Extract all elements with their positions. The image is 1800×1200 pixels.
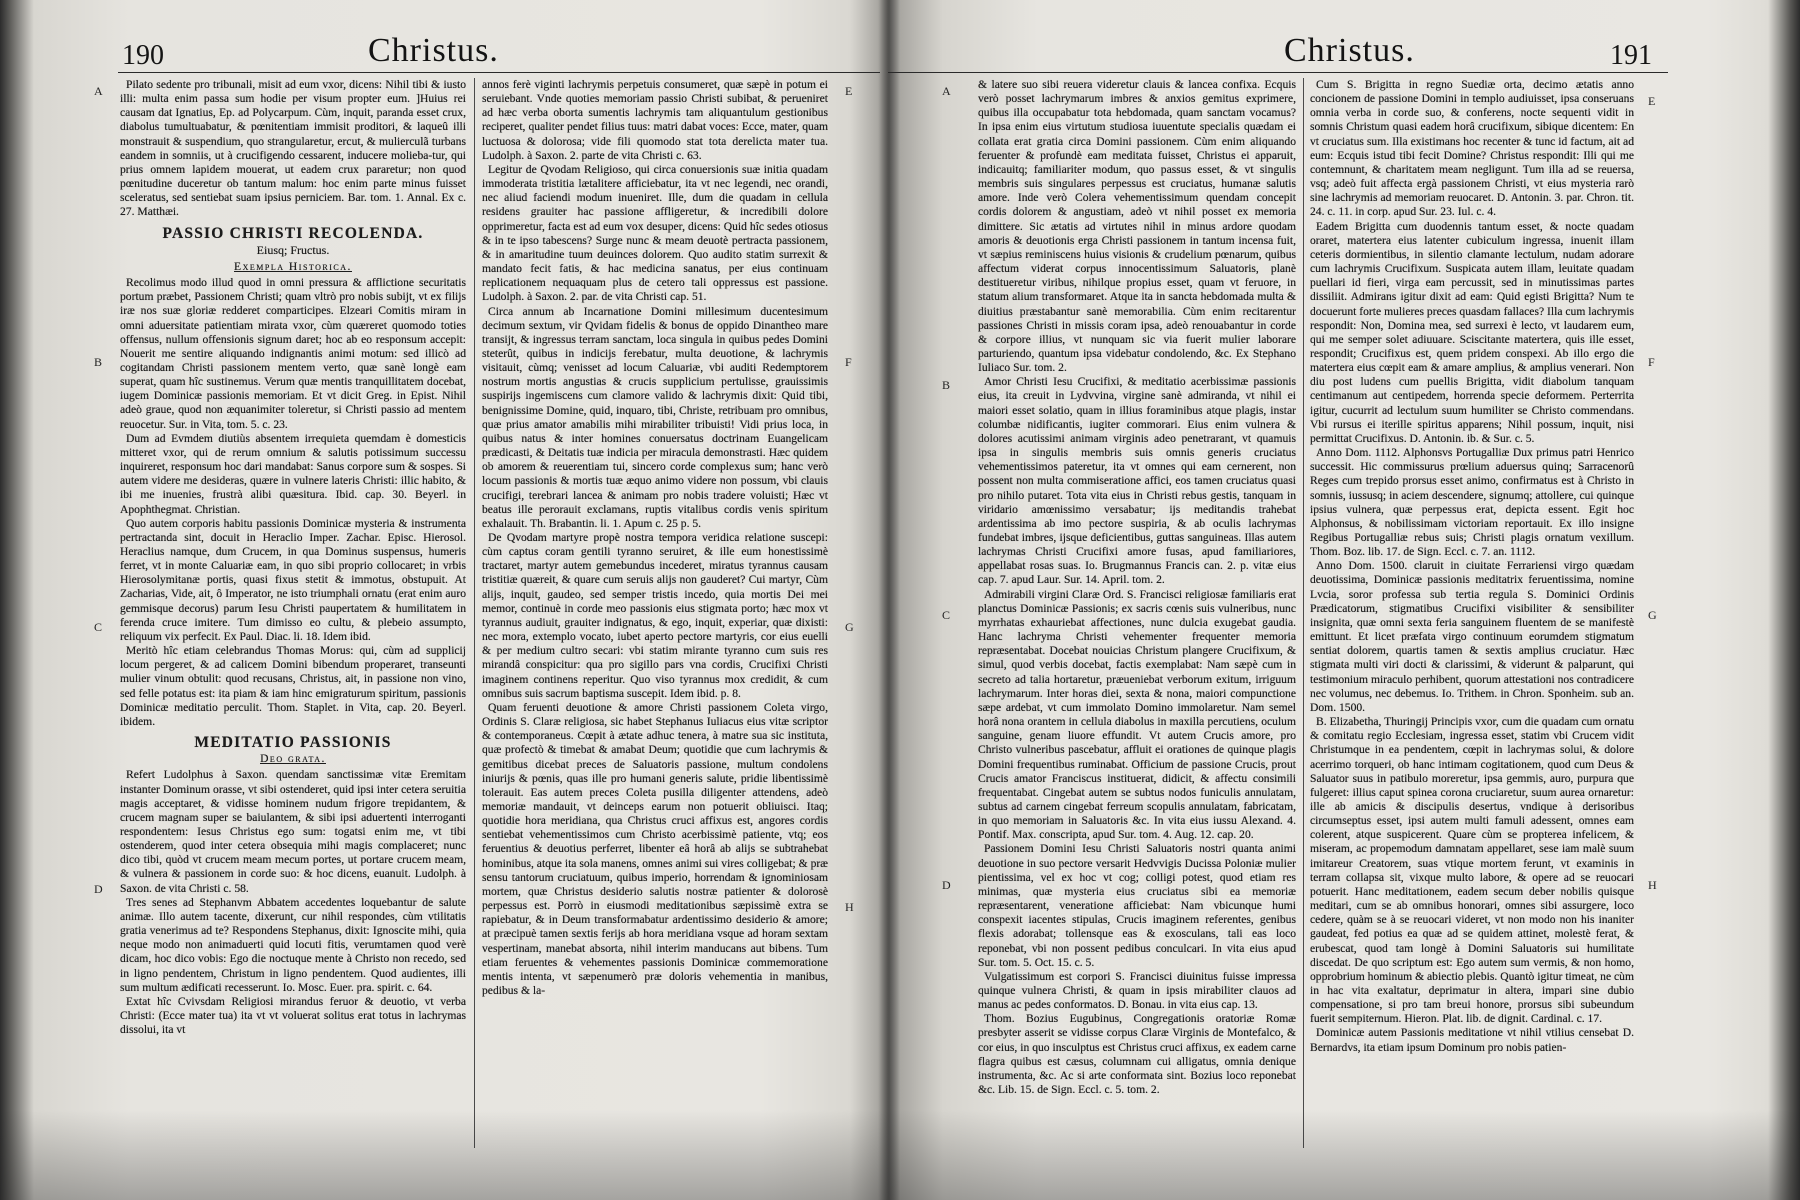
running-head: Christus. — [368, 32, 499, 69]
margin-letter: F — [1648, 355, 1655, 369]
section-heading: PASSIO CHRISTI RECOLENDA. — [162, 224, 424, 242]
paragraph: Vulgatissimum est corpori S. Francisci diuinitus fuisse impressa quinque vulnera Christi, & quam in ipsis mirabiliter clauos ad manus ac pedes conformatos. D. Bonau. in vita eius cap. 13. — [978, 969, 1296, 1012]
running-head: Christus. — [1284, 32, 1415, 69]
paragraph: Anno Dom. 1112. Alphonsvs Portugalliæ Dux primus patri Henrico successit. Hic commissurus prœlium aduersus quinq; Sarracenorû Reges cum trepido prorsus esset animo, confirmatus est à Christo in somnis, iussusq; in aciem descendere, signumq; attollere, cui quinque ipsius vulnera, quæ perpessus erat, depicta essent. Egit hoc Alphonsus, & nobilissimam victoriam reportauit. Ex illo insigne Regibus Portugalliæ rebus suis; Christi plagis ornatum vexillum. Thom. Boz. lib. 17. de Sign. Eccl. c. 7. an. 1112. — [1310, 446, 1634, 559]
paragraph: & latere suo sibi reuera videretur clauis & lancea confixa. Ecquis verò posset lachrymarum imbres & anxios gemitus exprimere, quibus illa occupabatur tota hebdomada, quam sanctam vocamus? In ipsa enim eius virtutum studiosa iuuentute specialis quædam ei collata erat gratia circa Domini passionem. Cùm enim aliquando feruenter & profundè eam meditata fuisset, Christus ei apparuit, indicauitq; familiariter modum, quo passus esset, & vt singulis membris suis singulares perpessus est cruciatus, humanæ salutis amore. Inde verò Colera vehementissimum quendam concepit cordis dolorem & angustiam, adeò vt nihil posset ex memoria dimittere. Sic ætatis ad virtutes nihil in minus ardore quodam amoris & deuotionis erga Christi passionem in tantum incensa fuit, vt sæpius reminiscens huius visionis & crudelium pœnarum, quibus affectum viderat corpus innocentissimum Saluatoris, planè destitueretur viribus, nihilque propius esset, quam vt feruore, in statum alium transformaret. Atque ita in sancta hebdomada multa & diuitius præstabantur sanè memorabilia. Cùm enim recitarentur passiones Christi in missis coram ipsa, adeò renouabantur in corde & corpore illius, vt nunquam sic via fuerit mulier laborare parturiendo, quantum ipsa videbatur condolendo, &c. Ex Stephano Iuliaco Sur. tom. 2. — [978, 78, 1296, 375]
margin-letter: C — [942, 608, 951, 622]
margin-letter: F — [845, 355, 852, 369]
right-column-2 — [1310, 78, 1634, 1138]
paragraph: Refert Ludolphus à Saxon. quendam sanctissimæ vitæ Eremitam instanter Dominum orasse, vt sibi ostenderet, quid ipsi inter cetera seruitia magis acceptaret, & vidisse hominem nudum frigore trepidantem, & crucem magnam super se baiulantem, & sibi ipsi aduertenti interroganti respondentem: Iesus Christus ego sum: togatsi enim me, vt tibi ostenderem, quod inter cetera obsequia mihi magis complaceret; nunc dico tibi, quòd vt crucem meam mecum portes, ut portare crucem meam, & vulnera & passionem in corde suo: & hoc dicens, euanuit. Ludolph. à Saxon. de vita Christi c. 58. — [120, 768, 466, 895]
paragraph: Thom. Bozius Eugubinus, Congregationis oratoriæ Romæ presbyter asserit se vidisse corpus Claræ Virginis de Montefalco, & cor eius, in quo insculptus est Christus cruci affixus, ex eadem carne flagra quibus est cæsus, columnam cui alligatus, omnia denique instrumenta, &c. Ac si arte conformata sint. Bozius loco reponebat &c. Lib. 15. de Sign. Eccl. c. 5. tom. 2. — [978, 1012, 1296, 1097]
column-rule — [1303, 78, 1304, 1148]
paragraph: Dominicæ autem Passionis meditatione vt nihil vtilius censebat D. Bernardvs, ita etiam ipsum Dominum pro nobis patien- — [1310, 1026, 1634, 1054]
right-column-1 — [978, 78, 1296, 1138]
margin-letter: E — [1648, 94, 1656, 108]
left-column-1 — [120, 78, 466, 1138]
section-subtitle: Eiusq; Fructus. — [256, 242, 330, 257]
header-rule — [118, 72, 880, 73]
margin-letter: H — [1648, 878, 1657, 892]
paragraph: annos ferè viginti lachrymis perpetuis consumeret, quæ sæpè in potum ei seruiebant. Vnde quoties memoriam passio Christi subibat, & perueniret ad hæc verba oborta sumentis lachrymis tam aliquantulum gestionibus reciperet, qualiter pendet filius tuus: matri dabat voces: Ecce, mater, quam luctuosa & dolorosa; vide fili quomodo stat tota dereliсta mater tua. Ludolph. à Saxon. 2. parte de vita Christi c. 63. — [482, 78, 828, 162]
page-number: 191 — [1610, 40, 1652, 71]
margin-letter: A — [942, 84, 951, 98]
paragraph: Tres senes ad Stephanvm Abbatem accedentes loquebantur de salute animæ. Illo autem tacente, dixerunt, cur nihil respondes, cùm vtilitatis gratia venerimus ad te? Respondens Stephanus, dixit: Ignoscite mihi, quia neque modo non animaduerti quid locuti fitis, verumtamen quod verè dicam, hoc dico vobis: Ego die noctuque mente à Christo non recedo, sed in ligno pendentem, Christum in ligno pendentem. Quod audientes, illi sum multum ædificati recesserunt. Io. Mosc. Euer. pra. spirit. c. 64. — [120, 895, 466, 994]
column-rule — [474, 78, 475, 1148]
paragraph: Dum ad Evmdem diutiùs absentem irrequieta quemdam è domesticis mitteret vxor, qui de rerum omnium & salutis potissimum successu inquireret, responsum hoc dari mandabat: Sanus corpore sum & sospes. Si autem videre me desideras, quære in vulnere lateris Christi: illic habito, & ibi me inuenies, frustrà alibi quæsitura. Ibid. cap. 30. Beyerl. in Apophthegmat. Christian. — [120, 431, 466, 516]
paragraph: De Qvodam martyre propè nostra tempora veridica relatione suscepi: cùm captus coram gentili tyranno seruiret, & ille eum honestissimè tractaret, martyr autem gemebundus incederet, miratus tyrannus causam tristitiæ quæreit, & quare cum seruis alijs non gauderet? Cui martyr, Cùm alijs, inquit, gaudeo, sed semper tristis incedo, quia mortis Dei mei memor, continuè in corde meo passionis eius stigmata porto; hæc mox vt tyrannus audiuit, grauiter indignatus, & ego, inquit, experiar, quæ dixisti: nec mora, extemplo vocato, iubet aperto pectore martyris, cor eius euelli & per medium cultro secari: vbi statim mirante tyranno cum suis res mirandâ conspicitur: qua pro sigillo pars vna cordis, Crucifixi Christi imaginem continens reperitur. Quo viso tyrannus mox credidit, & cum omnibus suis sacrum baptisma suscepit. Idem ibid. p. 8. — [482, 531, 828, 700]
margin-letter: G — [1648, 608, 1657, 622]
margin-letter: H — [845, 900, 854, 914]
margin-letter: C — [94, 620, 103, 634]
paragraph: Meritò hîc etiam celebrandus Thomas Morus: qui, cùm ad supplicij locum pergeret, & ad calicem Domini bibendum properaret, transeunti mulier vinum obtulit: quod recusans, Christus, ait, in passione non vino, sed felle potatus est: ita piam & iam hinc emigraturum spiritum, passionis Dominicæ meditatio perculit. Thom. Staplet. in Vita, cap. 20. Beyerl. ibidem. — [120, 644, 466, 728]
margin-letter: B — [94, 355, 103, 369]
paragraph: Recolimus modo illud quod in omni pressura & afflictione securitatis portum præbet, Passionem Christi; quam vltrò pro nobis subijt, vt ex filijs iræ nos suæ gloriæ redderet comparticipes. Elzeari Comitis miram in omni aduersitate patientiam mirata vxor, cùm quæreret quomodo toties offensus, nullum offensionis signum daret; hoc ab eo responsum accepit: Nouerit me sentire aliquando indignantis animi motum: sed illicò ad cogitandam Christi passionem mentem verto, quæ sanè longè eam superat, quam hîc sustinemus. Verum quæ mentis tranquillitatem docebat, iugem Dominicæ passionis memoriam. Et vt dicit Greg. in Epist. Nihil adeò graue, quod non æquanimiter toleretur, si Christi passio ad mentem reuocetur. Sur. in Vita, tom. 5. c. 23. — [120, 276, 466, 431]
paragraph: Legitur de Qvodam Religioso, qui circa conuersionis suæ initia quadam immoderata tristitia lætalitere afficiebatur, ita vt nec legendi, nec orandi, nec aliud faciendi modum inueniret. Ille, dum die quadam in cellula residens grauiter hac passione affligeretur, & incredibili dolore opprimeretur, facta est ad eum vox desuper, dicens: Quid hîc sedes otiosus & in te ipso tabescens? Surge nunc & meam deuotè pertracta passionem, & in amaritudine tuum deuinces dolorem. Quo audito statim surrexit & mandato fecit fatis, & hac medicina sanatus, per eius continuam replicationem nequaquam plus de cetero tali oppressus est passione. Ludolph. à Saxon. 2. par. de vita Christi cap. 51. — [482, 162, 828, 304]
margin-letter: B — [942, 378, 951, 392]
paragraph: Anno Dom. 1500. claruit in ciuitate Ferrariensi virgo quædam deuotissima, Dominicæ passionis meditatrix feruentissima, nomine Lvcia, soror professa sub tertia regula S. Dominici Ordinis Prædicatorum, stigmatibus Crucifixi visibiliter & sensibiliter insignita, quæ omni sexta feria sanguinem fluentem de se manifestè emittunt. Et licet præfata virgo continuum eorumdem stigmatum sentiat dolorem, quartis tamen & sextis amplius cruciatur. Hæc stigmata multi viri docti & clarissimi, & viderunt & palparunt, qui testimonium miraculo perhibent, quorum attestationi nos contradicere nec volumus, nec debemus. Io. Trithem. in Chron. Sponheim. sub an. Dom. 1500. — [1310, 559, 1634, 714]
section-subheading: Deo grata. — [260, 752, 326, 766]
left-page — [0, 0, 888, 1200]
paragraph: Eadem Brigitta cum duodennis tantum esset, & nocte quadam oraret, matertera eius latenter cubiculum ingressa, inuenit illam ceteris dormientibus, in silentio clamante lectulum, nudam adorare cum lachrymis Crucifixum. Suspicata autem illam, leuitate quadam puellari id fieri, virga eam percussit, sed in minutissimas partes dissiliit. Admirans igitur dixit ad eam: Quid egisti Brigitta? Num te docuerunt forte mulieres preces quasdam fallaces? Illa cum lachrymis respondit: Non, Domina mea, sed surrexi è lecto, vt laudarem eum, qui me semper solet adiuuare. Sciscitante matertera, quis ille esset, respondit; Crucifixus est, quem pridem conspexi. Ab illo ergo die matertera eius cœpit eam & amare amplius, & amplius venerari. Non diu post ludens cum puellis Brigitta, vidit diabolum tanquam centimanum aut centipedem, horrenda specie deformem. Perterrita igitur, cucurrit ad lectulum suum humiliter se Christo commendans. Vbi rursus ei iterille spiritus apparens; Nihil possum, inquit, nisi permittat Crucifixus. D. Antonin. ib. & Sur. c. 5. — [1310, 219, 1634, 445]
paragraph: Quo autem corporis habitu passionis Dominicæ mysteria & instrumenta pertractanda sint, docuit in Heraclio Imper. Zachar. Episc. Hierosol. Heraclius namque, dum Crucem, in qua Dominus suspensus, humeris ferret, vt in monte Caluariæ eam, in quo sibi proprio collocaret; in vrbis Hierosolymitanæ portis, quasi fixus stetit & immotus, obstupuit. At Zacharias, Vide, ait, ô Imperator, ne isto triumphali ornatu (erat enim auro gemmisque decorus) parum Iesu Christi paupertatem & humilitatem in ferenda cruce imitere. Tum dimisso eo cultu, & plebeio assumpto, reliquum vix perfecit. Ex Paul. Diac. li. 18. Idem ibid. — [120, 516, 466, 643]
right-page — [888, 0, 1800, 1200]
margin-letter: E — [845, 84, 853, 98]
margin-letter: A — [94, 84, 103, 98]
paragraph: Quam feruenti deuotione & amore Christi passionem Coleta virgo, Ordinis S. Claræ religiosa, sic habet Stephanus Iuliacus eius vitæ scriptor & contemporaneus. Cœpit à ætate adhuc tenera, à matre sua sic instituta, quæ profectò & timebat & amabat Deum; quotidie que cum lachrymis & gemitibus dicebat preces de Saluatoris passione, multum condolens iniurijs & pœnis, quas ille pro humani generis salute, pridie libentissimè tolerauit. Eas autem preces Coleta pusilla diligenter attendens, adeò memoriæ mandauit, vt deinceps earum non potuerit obliuisci. Itaq; quotidie hora meridiana, qua Christus cruci affixus est, angores cordis sentiebat vehementissimos cum Christo acerbissimè patiente, vtq; eos feruentius & deuotius perferret, libenter eâ horâ ab alijs se subtrahebat hominibus, atque ita sola manens, omnes animi sui vires colligebat; & præ sensu tantorum cruciatuum, quibus imperio, horrendam & ignominiosam mortem, quæ Christus desiderio salutis nostræ patienter & dolorosè perpessus est. Porrò in eiusmodi meditationibus sæpissimè extra se rapiebatur, & in Deum transformabatur ardentissimo desiderio & amore; at præcipuè tamen sextis ferijs ab hora meridiana vsque ad horam sextam vespertinam, manebat absorta, nihil interim manducans aut bibens. Tum etiam feruentes & vehementes passionis Dominicæ commemoratione mentis intenta, vt sæpenumerò præ doloris vehementia in manibus, pedibus & la- — [482, 700, 828, 997]
paragraph: B. Elizabetha, Thuringij Principis vxor, cum die quadam cum ornatu & comitatu regio Ecclesiam, ingressa esset, statim vbi Crucem vidit Christumque in ea pendentem, cœpit in lachrymas solui, & dolore acerrimo torqueri, ob hanc intimam cogitationem, quod cum Deus & Saluator suus in patibulo moreretur, ipsa gemmis, auro, purpura que fulgeret: illius caput spinea corona cruciaretur, suum aurea ornaretur: ille ab amicis & discipulis desertus, vndique à derisoribus circumseptus esset, ipsi autem multi famuli adessent, omnes eam colerent, atque suspicerent. Quare cùm se propterea infelicem, & miseram, ac propemodum damnatam appellaret, sese iam malè suum imitareur Creatorem, suas vtique mortem ferunt, vt examinis in terram collapsa sit, vixque multo labore, & opere ad se reuocari potuerit. Hanc meditationem, eadem secum deber nobilis quisque meditari, cum se ab omnibus honorari, omnes sibi assurgere, loco cedere, quàm se à se reuocari videret, vt non modo non his inaniter gaudeat, fed potius ea quæ ad se quidem attinet, molestè ferat, & erubescat, quod tam longè à Domini Saluatoris sui humilitate discedat. De quo scriptum est: Ego autem sum vermis, & non homo, opprobrium hominum & abiectio plebis. Quantò igitur timeat, ne cùm in hac vita exaltatur, deprimatur in altera, impari sine dubio compensatione, si pro tam breui honore, prorsus sibi subeundum fuerit sempiternum. Hieron. Plat. lib. de dignit. Cardinal. c. 17. — [1310, 715, 1634, 1026]
section-heading: MEDITATIO PASSIONIS — [194, 734, 392, 752]
book-gutter — [878, 0, 900, 1200]
header-rule — [888, 72, 1668, 73]
paragraph: Cum S. Brigitta in regno Suediæ orta, decimo ætatis anno concionem de passione Domini in templo audiuisset, ipsa conseruans omnia verba in corde suo, & conferens, nocte sequenti vidit in somnis Christum quasi eadem horâ crucifixum, sibique dicentem: En vt cruciatus sum. Illa existimans hoc recenter & tunc id factum, ait ad eum: Ecquis istud tibi fecit Domine? Christus respondit: Illi qui me contemnunt, & charitatem meam negligunt. Tum illa ad se reuersa, vsq; adeò fuit affecta ergà passionem Christi, vt eius mysteria rarò sine lachrymis ad memoriam reuocaret. D. Antonin. 3. par. Chron. tit. 24. c. 11. in corp. apud Sur. 23. Iul. c. 4. — [1310, 78, 1634, 219]
section-subheading: Exempla Historica. — [234, 259, 352, 273]
paragraph: Amor Christi Iesu Crucifixi, & meditatio acerbissimæ passionis eius, ita creuit in Lydvvina, virgine sanè admiranda, vt nihil ei maiori esset solatio, quam in illius foraminibus atque plagis, instar columbæ nidificantis, iugiter commorari. Eius enim vulnera & dolores acutissimi animam virginis adeo penetrarant, vt quamuis ipsa in singulis membris suis omnis generis cruciatus vehementissimos pateretur, ita vt omnes qui eam cernerent, non possent non multa commiseratione affici, eos tamen cruciatus quasi pro nihilo putaret. Tota vita eius in Christi rebus gestis, tanquam in viridario amœnissimo versabatur; ijs meditandis trahebat ardentissima ab imo pectore suspiria, & ab oculis lachrymas fundebat imbres, ijsque deficientibus, guttas sanguineas. Illas autem lachrymas Christi Crucifixi amore fusas, apud familiariores, appellabat rosas suas. Io. Brugmannus Francis can. 2. p. vitæ eius cap. 7. apud Laur. Sur. 14. April. tom. 2. — [978, 375, 1296, 587]
margin-letter: G — [845, 620, 854, 634]
paragraph: Admirabili virgini Claræ Ord. S. Francisci religiosæ familiaris erat planctus Dominicæ Passionis; ex sacris cœnis suis vulneribus, nunc myrrhatas exhauriebat affectiones, nunc dulcia exugebat gaudia. Hanc lachryma Christi vehementer frequenter memoria repræsentabat. Docebat nouicias Christum plangere Crucifixum, & simul, quod verbis docebat, factis exemplabat: Nam sæpè cum in secreto ad talia hortaretur, præueniebat verborum exitum, irriguum lachrymarum. Inter horas diei, sexta & nona, maiori compunctione sæpe ardebat, vt cum immolato Domino immolaretur. Nam semel horâ nona orantem in cellula diabolus in maxilla percutiens, oculum sanguine, genam liuore effundit. Vt autem Crucis amore, pro Christo vulneribus pascebatur, affluit ei orationes de quinque plagis Domini frequentibus ruminabat. Officium de passione Crucis, prout Crucis amator Franciscus instituerat, didicit, & affectu consimili frequentabat. Cingebat autem se subtus nodos funiculis annulatam, subtus ad carnem cingebat ferreum scopulis annulatam, fabricatam, in quo memoriam in Saluatoris &c. In vita eius iussu Alexand. 4. Pontif. Max. conscripta, apud Sur. tom. 4. Aug. 12. cap. 20. — [978, 587, 1296, 842]
paragraph: Passionem Domini Iesu Christi Saluatoris nostri quanta animi deuotione in suo pectore versarit Hedvvigis Ducissa Poloniæ mulier pientissima, vel ex hoc vt cog; colligi potest, quod etiam res minimas, quæ mysteria eius cruciatus sibi ea memoriæ repræsentarent, veneratione afficiebat: Nam vbicunque humi conspexit iacentes stipulas, Crucis imaginem referentes, genibus flexis adorabat; tollensque eas & exosculans, tali eas loco reponebat, vbi non possent pedibus conculcari. In vita eius apud Sur. tom. 5. Oct. 15. c. 5. — [978, 842, 1296, 969]
paragraph: Circa annum ab Incarnatione Domini millesimum ducentesimum decimum sextum, vir Qvidam fidelis & bonus de oppido Dinantheo mare transijt, & ingressus terram sanctam, loca singula in quibus pedes Domini steterût, quibus in indicijs ferebatur, multa deuotione, & lachrymis visitauit, cùmq; venisset ad locum Caluariæ, vbi auditi Redemptorem nostrum mortis angustias & crucis supplicium pertulisse, grauissimis suspirijs ingemiscens cum clamore valido & lachrymis dixit: Quid tibi, benignissime Domine, quid, inquaro, tibi, Christe, retribuam pro omnibus, quæ prius amator amabilis mihi mirabiliter tribuisti! Vidi prius loca, in quibus natus & inter homines conuersatus doctrinam Euangelicam prædicasti, & Deitatis tuæ indicia per miracula demonstrasti. Hæc quidem ob amorem & reuerentiam tui, sincero corde complexus sum; hanc verò locum passionis & mortis tuæ æquo animo videre non possum, vbi clauis crucifigi, terebrari lancea & animam pro nobis tradere voluisti; Hæc vt beatus ille perorauit exclamans, ruptis vitalibus cordis venis spiritum exhalauit. Th. Brabantin. li. 1. Apum c. 25 p. 5. — [482, 304, 828, 530]
left-column-2 — [482, 78, 828, 1138]
page-number: 190 — [122, 40, 164, 71]
paragraph: Pilato sedente pro tribunali, misit ad eum vxor, dicens: Nihil tibi & iusto illi: multa enim passa sum hodie per visum propter eum. ]Huius rei causam dat Ignatius, Ep. ad Polycarpum. Cùm, inquit, paranda esset crux, diabolus tumultuabatur, & pœnitentiam immisit proditori, & laqueû illi monstrauit & suspendium, quo strangularetur, ercut, & mulierculã turbans eandem in somniis, ut à crucifigendo cessarent, inducere molieba-tur, qui prius omnem lapidem mouerat, ut eadem crux pararetur; non quod pœnitudine duceretur ob tantum malum: hoc enim parte minus fuisset sceleratus, sed sentiebat suam ipsius perniciem. Bar. tom. 1. Annal. Ex c. 27. Matthæi. — [120, 78, 466, 219]
margin-letter: D — [94, 882, 103, 896]
margin-letter: D — [942, 878, 951, 892]
paragraph: Extat hîc Cvivsdam Religiosi mirandus feruor & deuotio, vt verba Christi: (Ecce mater tua) ita vt vt voluerat solitus erat totus in lachrymas dissolui, ita vt — [120, 994, 466, 1037]
